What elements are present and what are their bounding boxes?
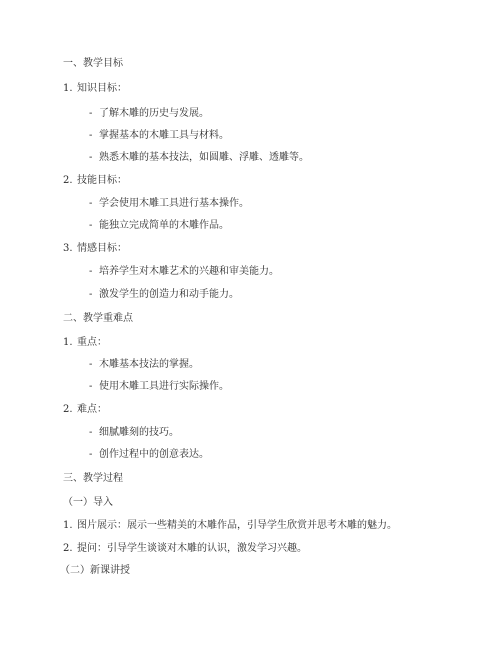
list-item-skill-goal [63,175,127,187]
dash-marker: - [89,130,93,141]
bullet-item [89,427,179,439]
bullet-text: 木雕基本技法的掌握。 [99,359,199,370]
bullet-item [89,449,209,461]
bullet-item [89,289,239,301]
dash-marker: - [89,266,93,277]
bullet-text: 细腻雕刻的技巧。 [99,427,179,438]
bullet-item [89,130,229,142]
bullet-text: 创作过程中的创意表达。 [99,449,209,460]
list-item-text: 图片展示：展示一些精美的木雕作品，引导学生欣赏并思考木雕的魅力。 [77,520,397,531]
dash-marker: - [89,381,93,392]
bullet-item [89,381,229,393]
bullet-text: 能独立完成简单的木雕作品。 [99,220,229,231]
list-item-knowledge-goal [63,83,127,95]
subsection-heading-intro: （一）导入 [63,497,113,508]
section-heading-key-points: 二、教学重难点 [63,313,133,324]
list-item-title: 难点： [77,404,107,415]
bullet-item [89,152,309,164]
bullet-item [89,266,279,278]
list-item-text: 提问：引导学生谈谈对木雕的认识，激发学习兴趣。 [77,543,307,554]
bullet-item [89,198,249,210]
list-number: 2. [63,404,73,415]
dash-marker: - [89,427,93,438]
bullet-text: 学会使用木雕工具进行基本操作。 [99,198,249,209]
bullet-text: 掌握基本的木雕工具与材料。 [99,130,229,141]
dash-marker: - [89,449,93,460]
list-number: 3. [63,243,73,254]
bullet-text: 使用木雕工具进行实际操作。 [99,381,229,392]
bullet-text: 熟悉木雕的基本技法，如圆雕、浮雕、透雕等。 [99,152,309,163]
list-item-question [63,543,307,555]
list-item-title: 知识目标： [77,83,127,94]
dash-marker: - [89,359,93,370]
list-item-title: 情感目标： [77,243,127,254]
list-number: 1. [63,337,73,348]
list-item-image-display [63,520,397,532]
list-item-emotion-goal [63,243,127,255]
dash-marker: - [89,220,93,231]
list-number: 1. [63,83,73,94]
list-item-difficulty [63,404,107,416]
list-item-title: 重点： [77,337,107,348]
dash-marker: - [89,152,93,163]
bullet-item [89,220,229,232]
section-heading-process: 三、教学过程 [63,473,123,484]
bullet-text: 培养学生对木雕艺术的兴趣和审美能力。 [99,266,279,277]
dash-marker: - [89,108,93,119]
list-item-title: 技能目标： [77,175,127,186]
section-heading-objectives: 一、教学目标 [63,58,123,69]
bullet-item [89,108,209,120]
list-number: 2. [63,543,73,554]
list-number: 1. [63,520,73,531]
dash-marker: - [89,289,93,300]
subsection-heading-new-lesson: （二）新课讲授 [60,565,130,576]
dash-marker: - [89,198,93,209]
bullet-item [89,359,199,371]
bullet-text: 了解木雕的历史与发展。 [99,108,209,119]
list-item-key-point [63,337,107,349]
list-number: 2. [63,175,73,186]
bullet-text: 激发学生的创造力和动手能力。 [99,289,239,300]
